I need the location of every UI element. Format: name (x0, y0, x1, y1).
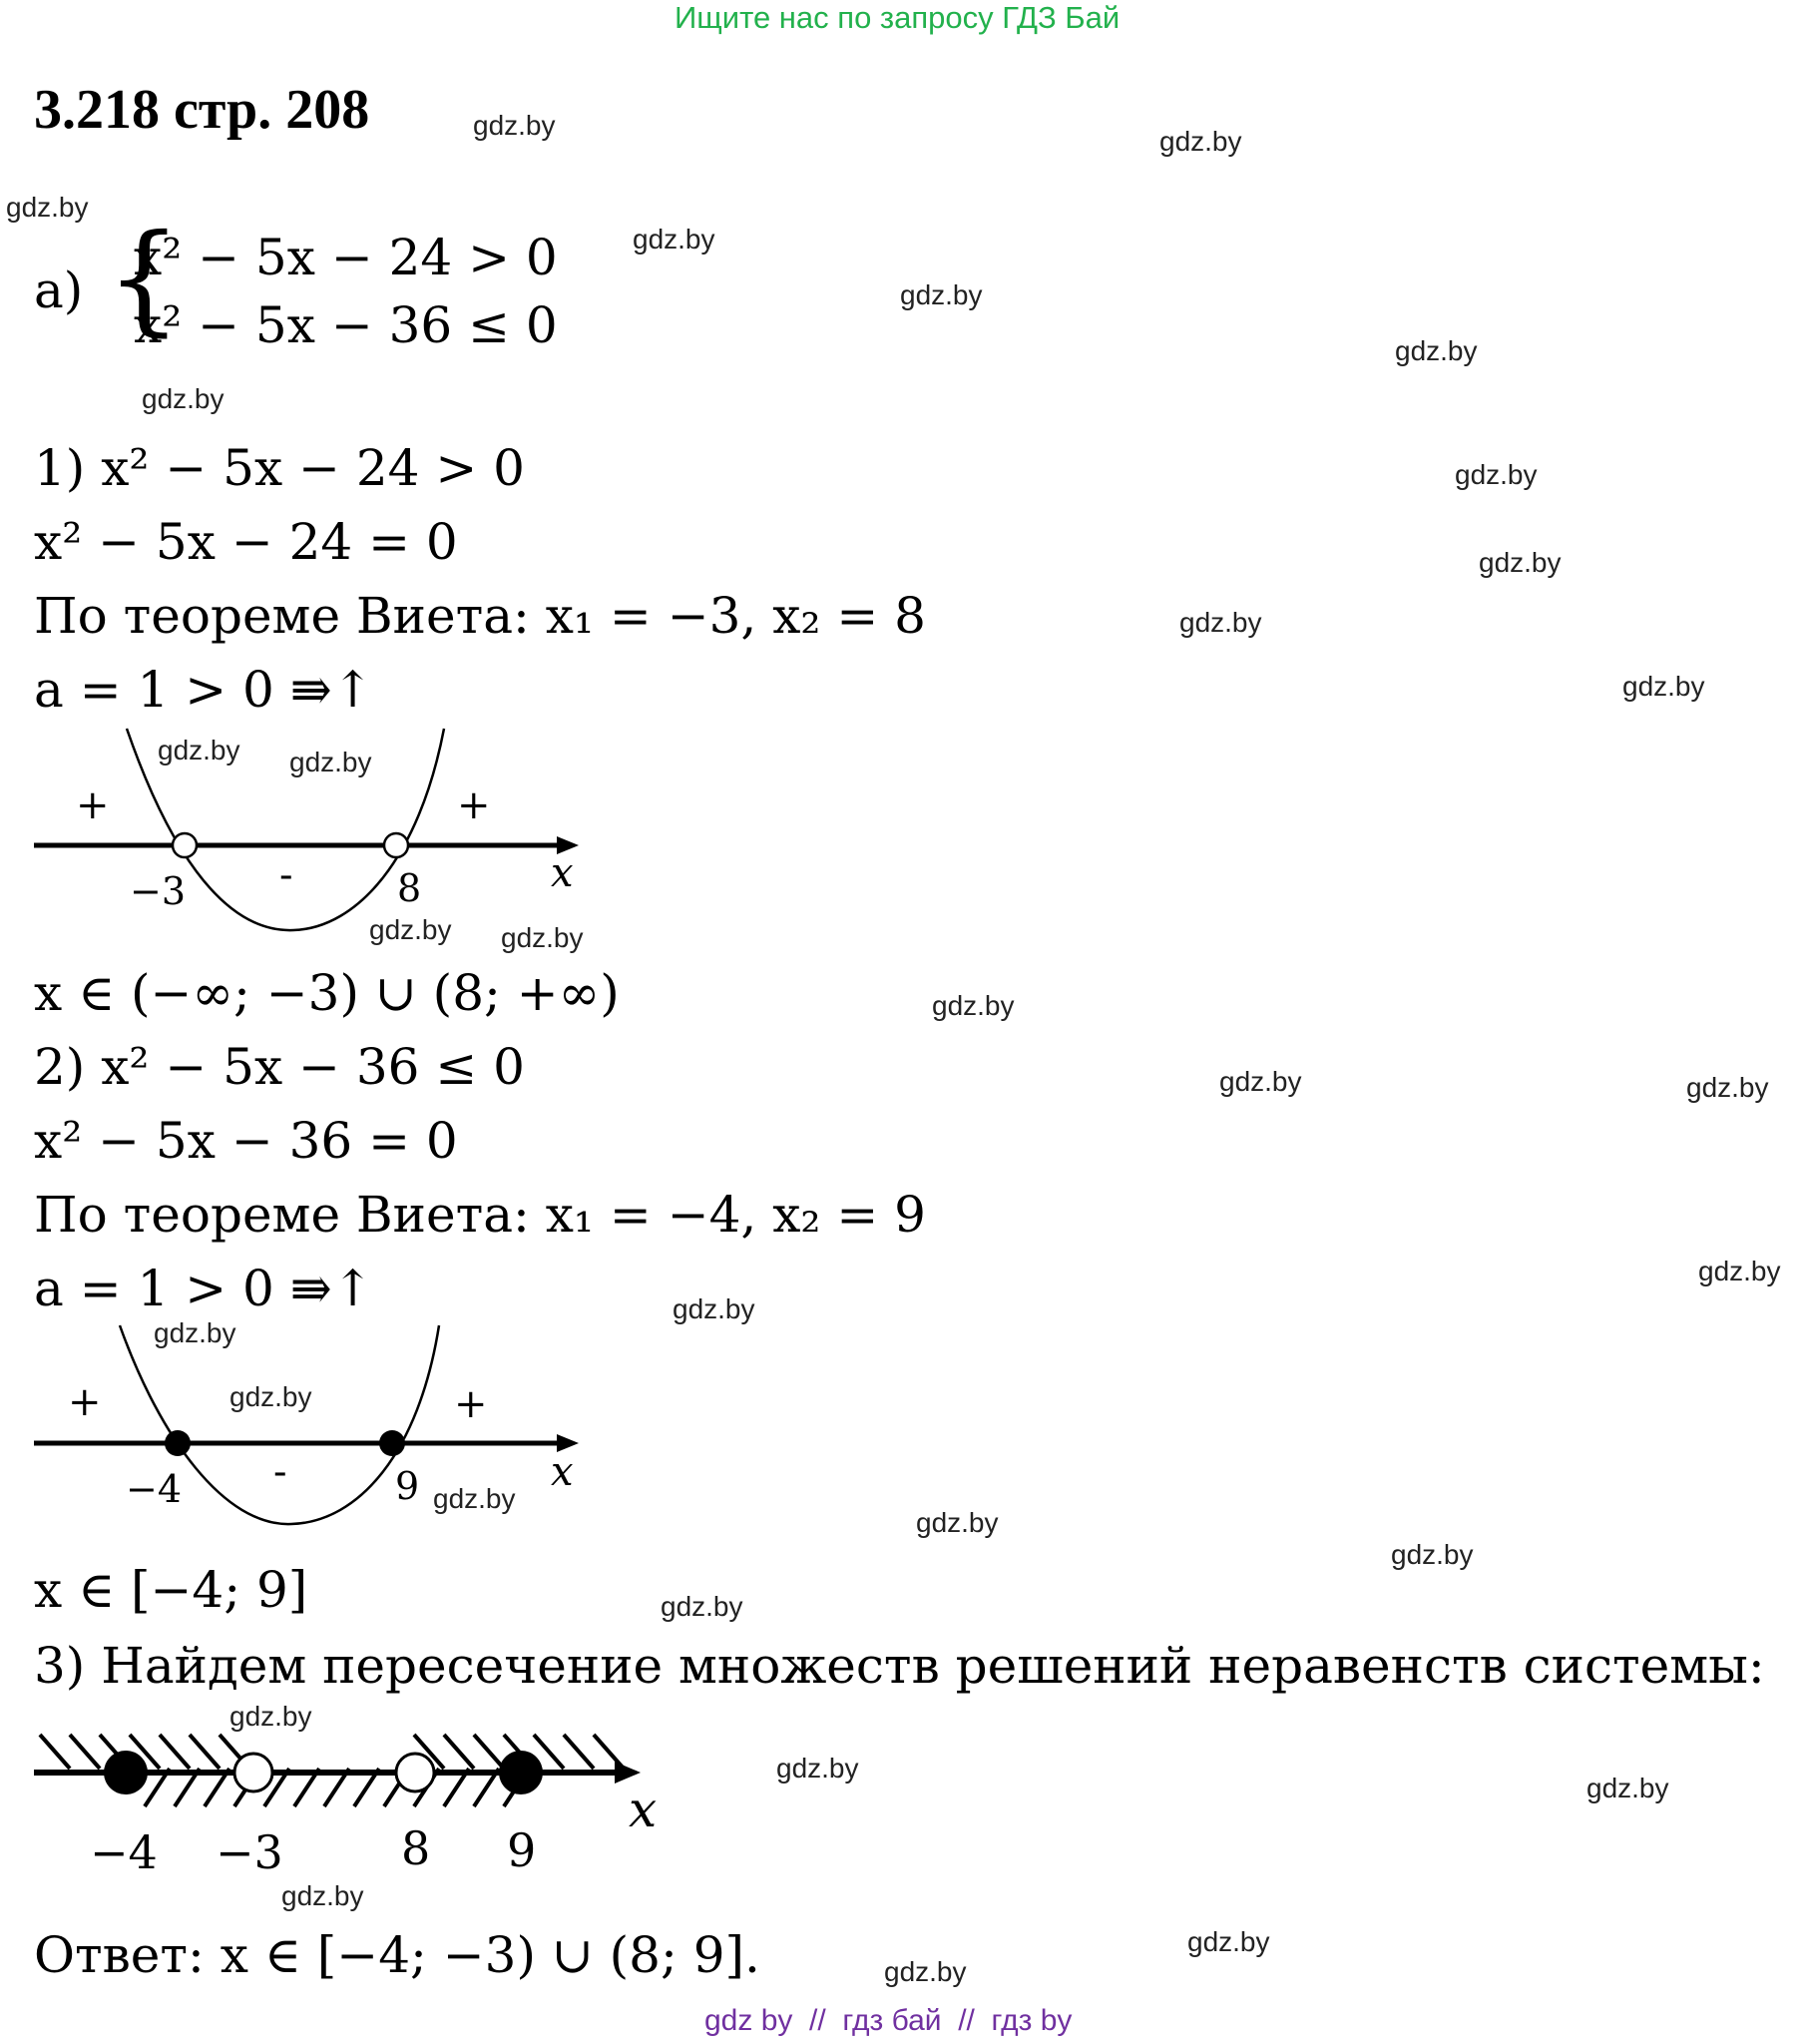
step3-filled-point-right (499, 1751, 543, 1794)
watermark: gdz.by (1586, 1773, 1669, 1803)
watermark: gdz.by (916, 1507, 999, 1538)
watermark: gdz.by (673, 1293, 755, 1324)
watermark: gdz.by (142, 383, 225, 414)
watermark: gdz.by (900, 279, 983, 310)
watermark: gdz.by (1686, 1072, 1769, 1103)
watermark: gdz.by (1179, 607, 1262, 638)
step1-line-3: По теореме Виета: x₁ = −3, x₂ = 8 (34, 587, 926, 645)
watermark: gdz.by (289, 747, 372, 777)
step1-point-label-2: 8 (397, 866, 422, 910)
step3-point-label-2: −3 (216, 1825, 283, 1879)
watermark: gdz.by (229, 1701, 312, 1732)
step2-line-4: a = 1 > 0 ⇛↑ (34, 1260, 374, 1317)
watermark: gdz.by (1159, 126, 1242, 157)
watermark: gdz.by (1698, 1256, 1781, 1286)
step2-point-label-1: −4 (126, 1467, 183, 1511)
watermark: gdz.by (501, 922, 584, 953)
step3-open-point-left (234, 1754, 272, 1791)
system-inequality-1: x² − 5x − 24 > 0 (134, 229, 558, 286)
watermark: gdz.by (473, 110, 556, 141)
watermark: gdz.by (1395, 335, 1478, 366)
page-title: 3.218 стр. 208 (34, 79, 370, 141)
system-inequality-2: x² − 5x − 36 ≤ 0 (134, 296, 558, 354)
step1-axis-label: x (551, 850, 574, 896)
watermark: gdz.by (281, 1880, 364, 1911)
step1-line-4: a = 1 > 0 ⇛↑ (34, 661, 374, 719)
step3-open-point-right (396, 1754, 434, 1791)
step1-sign-right: + (457, 782, 491, 828)
step2-axis-label: x (551, 1449, 574, 1495)
step3-point-label-4: 9 (507, 1823, 537, 1877)
watermark: gdz.by (884, 1956, 967, 1987)
watermark: gdz.by (932, 990, 1015, 1021)
header-note: Ищите нас по запросу ГДЗ Бай (675, 0, 1121, 35)
answer: Ответ: x ∈ [−4; −3) ∪ (8; 9]. (34, 1926, 760, 1984)
step1-line-1: 1) x² − 5x − 24 > 0 (34, 439, 525, 497)
step2-line-3: По теореме Виета: x₁ = −4, x₂ = 9 (34, 1186, 926, 1244)
watermark: gdz.by (1187, 1926, 1270, 1957)
system-brace: { (106, 210, 183, 348)
step3-line: 3) Найдем пересечение множеств решений неравенств системы: (34, 1637, 1765, 1695)
step2-line-1: 2) x² − 5x − 36 ≤ 0 (34, 1038, 525, 1096)
step1-line-2: x² − 5x − 24 = 0 (34, 513, 458, 571)
step2-point-label-2: 9 (395, 1464, 420, 1508)
watermark: gdz.by (158, 735, 240, 766)
step1-point-label-1: −3 (130, 869, 187, 913)
part-a-label: а) (34, 261, 84, 319)
watermark: gdz.by (1391, 1539, 1474, 1570)
watermark: gdz.by (633, 224, 715, 255)
watermark: gdz.by (661, 1591, 743, 1622)
watermark: gdz.by (1479, 547, 1562, 578)
watermark: gdz.by (433, 1483, 516, 1514)
step3-point-label-1: −4 (90, 1825, 158, 1879)
watermark: gdz.by (776, 1753, 859, 1784)
watermark: gdz.by (1455, 459, 1538, 490)
footer-links[interactable]: gdz by // гдз бай // гдз by (704, 2004, 1073, 2037)
step2-result: x ∈ [−4; 9] (34, 1561, 308, 1619)
step1-sign-middle: - (279, 852, 293, 898)
watermark: gdz.by (229, 1381, 312, 1412)
watermark: gdz.by (1622, 671, 1705, 702)
step2-line-2: x² − 5x − 36 = 0 (34, 1112, 458, 1170)
watermark: gdz.by (1219, 1066, 1302, 1097)
step1-sign-left: + (76, 782, 110, 828)
watermark: gdz.by (154, 1317, 236, 1348)
watermark: gdz.by (369, 914, 452, 945)
step2-sign-middle: - (273, 1449, 287, 1495)
step2-sign-left: + (68, 1379, 102, 1425)
step2-sign-right: + (454, 1381, 488, 1427)
watermark: gdz.by (6, 192, 89, 223)
step3-filled-point-left (104, 1751, 148, 1794)
step1-result: x ∈ (−∞; −3) ∪ (8; +∞) (34, 964, 620, 1022)
step3-point-label-3: 8 (401, 1821, 431, 1875)
step3-axis-label: x (629, 1781, 658, 1838)
